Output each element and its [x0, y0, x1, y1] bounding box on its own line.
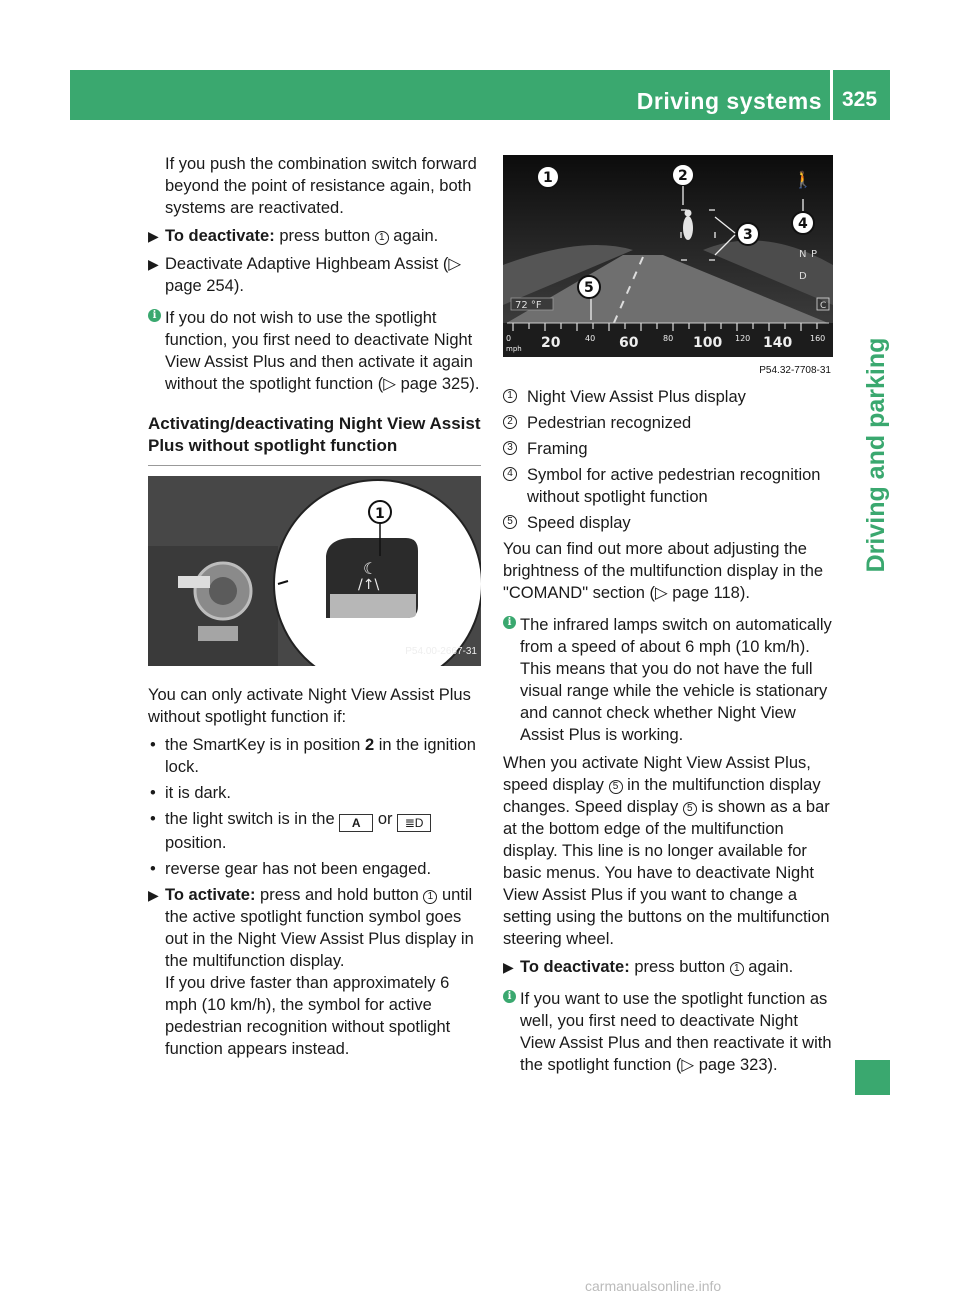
- bullet-text: position.: [165, 834, 227, 852]
- paragraph: If you push the combination switch forward beyond the point of resistance again, both systems are reactivated.: [165, 155, 477, 217]
- gear-d: D: [799, 271, 807, 282]
- speed-label: 120: [735, 334, 751, 343]
- left-column: [148, 153, 481, 1066]
- divider: [148, 465, 481, 466]
- instruction-step: [148, 884, 481, 1060]
- bullet-icon: •: [150, 736, 156, 754]
- list-item: [148, 858, 481, 880]
- paragraph-text: in the multifunction display changes. Speed display: [503, 776, 821, 816]
- step-text: press button: [274, 227, 371, 245]
- arrow-icon: ▶: [148, 887, 159, 903]
- bullet-text: reverse gear has not been engaged.: [165, 860, 432, 878]
- figure-callout: 3: [743, 227, 753, 243]
- info-icon: i: [148, 309, 161, 322]
- bullet-text: in the ignition lock.: [165, 736, 476, 776]
- callout-number: 5: [683, 802, 697, 816]
- legend-item: [503, 386, 836, 408]
- footer-watermark: carmanualsonline.info: [585, 1278, 722, 1294]
- step-tail: until the active spotlight function symbol goes out in the Night View Assist Plus display in the multifunction display.: [165, 886, 474, 970]
- gear-n: N: [799, 249, 807, 260]
- light-auto-key-icon: A: [339, 814, 373, 832]
- legend-text: Speed display: [527, 514, 631, 532]
- night-view-display: [503, 155, 833, 378]
- info-note: [503, 614, 836, 746]
- info-icon: i: [503, 990, 516, 1003]
- info-text: If you want to use the spotlight function as well, you first need to deactivate Night View Assist Plus and then reactivate it with the spotlight function (▷ page 323).: [520, 990, 832, 1074]
- figure-callout: 5: [584, 280, 594, 296]
- svg-text:C: C: [820, 301, 827, 311]
- paragraph: You can only activate Night View Assist Plus without spotlight function if:: [148, 686, 471, 726]
- paragraph: [503, 752, 836, 950]
- step-text: press and hold button: [255, 886, 419, 904]
- page-number: 325: [842, 88, 878, 111]
- legend-item: [503, 512, 836, 534]
- svg-text:/↑\: /↑\: [358, 577, 380, 593]
- legend-text: Symbol for active pedestrian recognition without spotlight function: [527, 466, 821, 506]
- svg-text:mph: mph: [506, 345, 522, 353]
- bullet-bold: 2: [364, 736, 375, 754]
- figure-callout: 1: [375, 506, 385, 522]
- side-tab-block: [855, 1060, 890, 1095]
- info-note: [503, 988, 836, 1076]
- callout-number: 1: [375, 231, 389, 245]
- callout-number: 1: [503, 389, 517, 403]
- button-figure: [148, 476, 481, 666]
- bullet-icon: •: [150, 810, 156, 828]
- instruction-step: [148, 253, 481, 297]
- legend-text: Night View Assist Plus display: [527, 388, 746, 406]
- callout-number: 1: [423, 890, 437, 904]
- callout-number: 5: [503, 515, 517, 529]
- legend-item: [503, 438, 836, 460]
- legend-text: Pedestrian recognized: [527, 414, 692, 432]
- side-tab-text: Driving and parking: [862, 337, 890, 573]
- temperature-readout: 72 °F: [515, 300, 542, 311]
- speed-label: 140: [763, 335, 793, 351]
- bullet-text: the SmartKey is in position: [165, 736, 365, 754]
- info-text: If you do not wish to use the spotlight function, you first need to deactivate Night View Assist Plus and then activate it again without the spotlight function (▷ page 325).: [165, 309, 480, 393]
- header-separator: [830, 70, 833, 120]
- figure-callout: 2: [678, 168, 688, 184]
- section-title: Driving systems: [636, 88, 822, 114]
- callout-number: 4: [503, 467, 517, 481]
- speed-label: 60: [619, 335, 639, 351]
- step-tail: again.: [743, 958, 794, 976]
- section-heading: Activating/deactivating Night View Assist Plus without spotlight function: [148, 414, 481, 455]
- speed-label: 40: [585, 334, 596, 343]
- paragraph-text: When you activate Night View Assist Plus, speed display: [503, 754, 811, 794]
- list-item: [148, 782, 481, 804]
- pedestrian-icon: 🚶: [793, 170, 813, 189]
- figure-callout: 1: [543, 170, 553, 186]
- speed-label: 20: [541, 335, 561, 351]
- info-text: The infrared lamps switch on automatically from a speed of about 6 mph (10 km/h). This means that you do not have the full visual range while the vehicle is stationary and cannot check whether Night View Assist Plus is working.: [520, 616, 832, 744]
- arrow-icon: ▶: [148, 256, 159, 272]
- paragraph: You can find out more about adjusting the brightness of the multifunction display in the "COMAND" section (▷ page 118).: [503, 540, 824, 602]
- legend-item: [503, 464, 836, 508]
- bullet-icon: •: [150, 860, 156, 878]
- step-tail: again.: [388, 227, 439, 245]
- arrow-icon: ▶: [503, 959, 514, 975]
- instruction-step: [503, 956, 836, 978]
- figure-callout: 4: [798, 216, 808, 232]
- step-extra: If you drive faster than approximately 6 mph (10 km/h), the symbol for active pedestrian recognition without spotlight function appears instead.: [165, 974, 451, 1058]
- paragraph-text: is shown as a bar at the bottom edge of the multifunction display. This line is no longer available for basic menus. You have to deactivate Night View Assist Plus if you want to change a setting using the buttons on the multifunction steering wheel.: [503, 798, 830, 948]
- right-column: [503, 386, 836, 1082]
- speed-label: 80: [663, 334, 674, 343]
- bullet-text: the light switch is in the: [165, 810, 340, 828]
- callout-number: 2: [503, 415, 517, 429]
- bullet-text: it is dark.: [165, 784, 232, 802]
- dashboard-illustration: [148, 476, 481, 666]
- legend-text: Framing: [527, 440, 588, 458]
- step-label: To deactivate:: [165, 227, 275, 245]
- legend-item: [503, 412, 836, 434]
- instruction-step: [148, 225, 481, 247]
- speed-label: 100: [693, 335, 723, 351]
- callout-number: 1: [730, 962, 744, 976]
- info-note: [148, 307, 481, 395]
- step-text: press button: [629, 958, 726, 976]
- bullet-text: or: [373, 810, 398, 828]
- speed-label: 160: [810, 334, 826, 343]
- figure-code: P54.00-2667-31: [405, 646, 477, 657]
- night-view-figure: [503, 155, 833, 378]
- svg-text:☾: ☾: [363, 559, 378, 578]
- list-item: [148, 734, 481, 778]
- callout-number: 5: [609, 780, 623, 794]
- step-label: To activate:: [165, 886, 256, 904]
- info-icon: i: [503, 616, 516, 629]
- svg-text:0: 0: [506, 334, 512, 343]
- low-beam-key-icon: ≣D: [397, 814, 431, 832]
- figure-code: P54.32-7708-31: [759, 365, 831, 376]
- bullet-icon: •: [150, 784, 156, 802]
- gear-p: P: [811, 249, 818, 260]
- step-text: Deactivate Adaptive Highbeam Assist (▷ page 254).: [165, 255, 462, 295]
- callout-number: 3: [503, 441, 517, 455]
- arrow-icon: ▶: [148, 228, 159, 244]
- list-item: [148, 808, 481, 854]
- step-label: To deactivate:: [520, 958, 630, 976]
